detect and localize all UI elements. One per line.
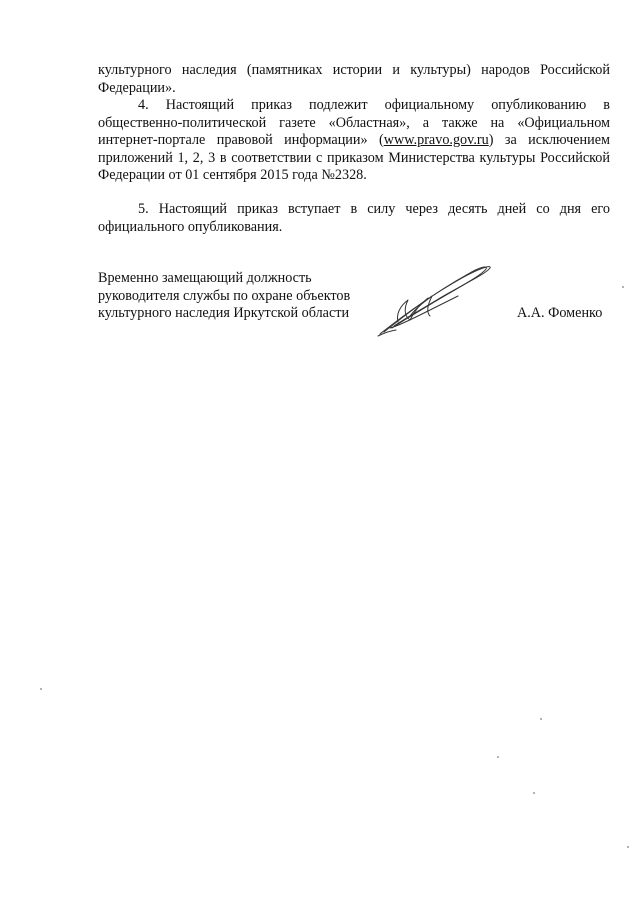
paragraph-item-4 [98,97,610,185]
scan-speck [627,846,629,848]
position-line-2: руководителя службы по охране объектов [98,287,351,304]
position-line-1: Временно замещающий должность [98,270,312,286]
item-4-text-end: ) за исключением приложений 1, 2, 3 в соответствии с приказом Министерства культуры Российской Федерации от 01 сентября 2015 года №2328. [98,132,610,184]
pravo-link[interactable]: www.pravo.gov.ru [383,132,489,149]
paragraph-continuation: культурного наследия (памятниках истории и культуры) народов Российской Федерации». [98,62,610,96]
signatory-name: А.А. Фоменко [517,305,603,321]
position-line-3: культурного наследия Иркутской области [98,305,350,322]
scan-speck [622,286,624,288]
signatory-position [98,270,350,323]
item-4-text-start: 4. Настоящий приказ подлежит официальному опубликованию в общественно-политической газете «Областная», а также на «Официальном интернет-портале правовой информации» ( [98,97,610,149]
paragraph-item-5: 5. Настоящий приказ вступает в силу через десять дней со дня его официального опубликования. [98,201,610,235]
scan-speck [40,688,42,690]
scan-speck [497,756,499,758]
handwritten-signature [370,256,500,340]
scan-speck [533,792,535,794]
scan-speck [540,718,542,720]
